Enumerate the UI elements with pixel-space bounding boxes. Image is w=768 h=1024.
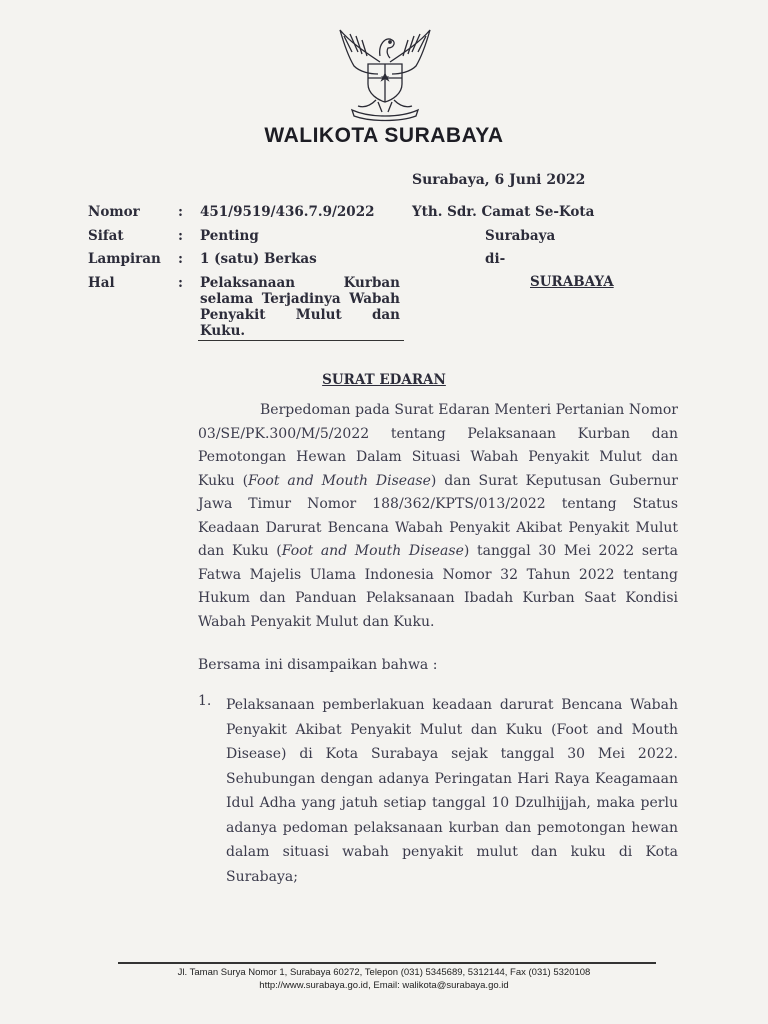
nomor-colon: : xyxy=(178,204,183,220)
hal-line-4: Kuku. xyxy=(200,323,246,339)
hal-line-2: selama Terjadinya Wabah xyxy=(200,291,400,307)
para-text-2: ) dan Surat Keputusan Gubernur Jawa Timur Nomor 188/362/KPTS/013/2022 tentang Status Keadaan Darurat Bencana Wabah Penyakit Akibat Penyakit Mulut dan Kuku ( xyxy=(198,472,678,559)
para-text-3: ) tanggal 30 Mei 2022 serta Fatwa Majelis Ulama Indonesia Nomor 32 Tahun 2022 tentang Hukum dan Panduan Pelaksanaan Ibadah Kurban Saat Kondisi Wabah Penyakit Mulut dan Kuku. xyxy=(198,543,678,630)
garuda-emblem-icon xyxy=(330,22,440,122)
sifat-label: Sifat xyxy=(88,228,124,244)
hal-label: Hal xyxy=(88,275,115,291)
sifat-value: Penting xyxy=(200,228,259,244)
recipient-line-4: SURABAYA xyxy=(530,274,614,290)
letter-date: Surabaya, 6 Juni 2022 xyxy=(412,172,586,188)
recipient-line-3: di- xyxy=(485,251,506,267)
recipient-line-2: Surabaya xyxy=(485,228,556,244)
hal-value xyxy=(200,275,400,339)
intro-line: Bersama ini disampaikan bahwa : xyxy=(198,657,438,673)
para-text-1: Berpedoman pada Surat Edaran Menteri Pertanian Nomor 03/SE/PK.300/M/5/2022 tentang Pelaksanaan Kurban dan Pemotongan Hewan Dalam Situasi Wabah Penyakit Mulut dan Kuku ( xyxy=(198,402,678,489)
item-1-text: Pelaksanaan pemberlakuan keadaan darurat Bencana Wabah Penyakit Akibat Penyakit Mulut dan Kuku (Foot and Mouth Disease) di Kota Surabaya sejak tanggal 30 Mei 2022. Sehubungan dengan adanya Peringatan Hari Raya Keagamaan Idul Adha yang jatuh setiap tanggal 10 Dzulhijjah, maka perlu adanya pedoman pelaksanaan kurban dan pemotongan hewan dalam situasi wabah penyakit mulut dan kuku di Kota Surabaya; xyxy=(226,697,678,885)
hal-underline xyxy=(198,340,404,341)
para-italic-2: Foot and Mouth Disease xyxy=(281,543,464,559)
hal-colon: : xyxy=(178,275,183,291)
hal-line-3: Penyakit Mulut dan xyxy=(200,307,400,323)
document-heading: SURAT EDARAN xyxy=(322,372,446,388)
nomor-value: 451/9519/436.7.9/2022 xyxy=(200,204,375,220)
lampiran-value: 1 (satu) Berkas xyxy=(200,251,317,267)
recipient-line-1: Yth. Sdr. Camat Se-Kota xyxy=(412,204,595,220)
lampiran-colon: : xyxy=(178,251,183,267)
sifat-colon: : xyxy=(178,228,183,244)
para-italic-1: Foot and Mouth Disease xyxy=(248,472,431,489)
footer-divider xyxy=(118,962,656,964)
lampiran-label: Lampiran xyxy=(88,251,161,267)
footer-address: Jl. Taman Surya Nomor 1, Surabaya 60272, Telepon (031) 5345689, 5312144, Fax (031) 5320108 xyxy=(177,967,591,978)
opening-paragraph xyxy=(198,399,678,634)
letterhead-title: WALIKOTA SURABAYA xyxy=(264,124,504,147)
footer-contact: http://www.surabaya.go.id, Email: walikota@surabaya.go.id xyxy=(259,980,509,991)
nomor-label: Nomor xyxy=(88,204,140,220)
hal-line-1: Pelaksanaan Kurban xyxy=(200,275,400,291)
item-1-number: 1. xyxy=(198,693,212,709)
